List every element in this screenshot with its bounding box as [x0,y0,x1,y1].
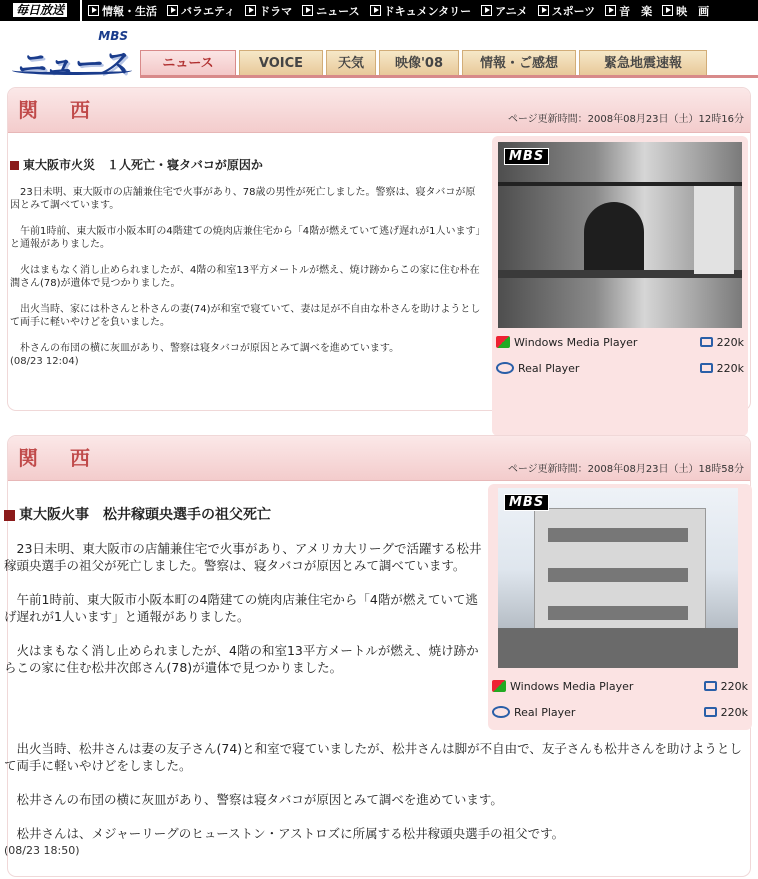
wmp-220k-link[interactable]: 220k [700,336,744,349]
news-photo-building[interactable] [498,488,738,668]
brand-label: 毎日放送 [13,3,67,17]
region-title: 関 西 [18,446,96,470]
nav-item-info[interactable]: 情報・生活 [88,0,157,21]
media-box [488,484,752,730]
nav-item-movie[interactable]: 映 画 [662,0,709,21]
nav-item-sports[interactable]: スポーツ [538,0,596,21]
nav-item-variety[interactable]: バラエティ [167,0,235,21]
paragraph: 出火当時、家には朴さんと朴さんの妻(74)が和室で寝ていて、妻は足が不自由な朴さんを助けようとして両手に軽いやけどを負いました。 [10,304,481,328]
mbs-watermark: MBS [504,148,549,165]
play-arrow-icon [605,5,616,16]
genre-nav [88,0,719,21]
article-body-wide [4,740,748,859]
tab-voice[interactable]: VOICE [239,50,323,75]
article-body [4,540,486,693]
nav-item-anime[interactable]: アニメ [481,0,527,21]
player-row-wmp[interactable]: Windows Media Player 220k [496,330,744,354]
article-timestamp: (08/23 18:50) [4,844,80,857]
article-panel-2 [4,436,750,876]
news-photo-fire-window[interactable] [498,142,742,328]
nav-item-news[interactable]: ニュース [302,0,359,21]
paragraph: 火はまもなく消し止められましたが、4階の和室13平方メートルが燃え、焼け跡からこの家に住む朴在潤さん(78)が遺体で見つかりました。 [10,265,480,289]
updated-time: ページ更新時間：2008年08月23日（土）12時16分 [507,114,744,125]
play-arrow-icon [538,5,549,16]
bullet-square-icon [10,161,19,170]
tv-icon [700,363,713,373]
tab-feedback[interactable]: 情報・ご感想 [462,50,576,75]
play-arrow-icon [370,5,381,16]
paragraph: 出火当時、松井さんは妻の友子さん(74)と和室で寝ていましたが、松井さんは脚が不自由で、友子さんも松井さんを助けようとして両手に軽いやけどをしました。 [4,741,742,773]
nav-item-drama[interactable]: ドラマ [245,0,292,21]
section-tabs [140,50,710,75]
logo-news-text: ニュース [16,47,127,82]
article-headline: 東大阪市火災 １人死亡・寝タバコが原因か [10,156,263,173]
tab-video[interactable]: 映像'08 [379,50,459,75]
article-headline: 東大阪火事 松井稼頭央選手の祖父死亡 [4,504,271,524]
mbs-news-logo[interactable] [12,29,134,82]
tab-news[interactable]: ニュース [140,50,236,75]
panel-header [8,88,750,133]
mbs-brand-logo[interactable] [0,0,82,21]
windows-media-player-icon [492,680,506,692]
media-box [492,136,748,436]
tv-icon [700,337,713,347]
real-220k-link[interactable]: 220k [704,706,748,719]
play-arrow-icon [167,5,178,16]
paragraph: 松井さんは、メジャーリーグのヒューストン・アストロズに所属する松井稼頭央選手の祖父です。 [16,826,565,841]
tabs-underline [140,75,758,78]
paragraph: 23日未明、東大阪市の店舗兼住宅で火事があり、アメリカ大リーグで活躍する松井稼頭央選手の祖父が死亡しました。警察は、寝タバコが原因とみて調べています。 [4,541,482,573]
mbs-watermark: MBS [504,494,549,511]
nav-item-music[interactable]: 音 楽 [605,0,652,21]
region-title: 関 西 [18,98,96,122]
tab-earthquake-alert[interactable]: 緊急地震速報 [579,50,707,75]
tv-icon [704,707,717,717]
paragraph: 午前1時前、東大阪市小阪本町の4階建ての焼肉店兼住宅から「4階が燃えていて逃げ遅れが1人います」と通報がありました。 [10,226,481,250]
article-panel-1 [8,88,750,410]
nav-item-documentary[interactable]: ドキュメンタリー [370,0,472,21]
play-arrow-icon [481,5,492,16]
wmp-220k-link[interactable]: 220k [704,680,748,693]
top-nav-bar [0,0,758,21]
article-timestamp: (08/23 12:04) [10,356,79,367]
paragraph: 松井さんの布団の横に灰皿があり、警察は寝タバコが原因とみて調べを進めています。 [16,792,503,807]
article-body [10,186,484,368]
real-220k-link[interactable]: 220k [700,362,744,375]
windows-media-player-icon [496,336,510,348]
updated-time: ページ更新時間：2008年08月23日（土）18時58分 [507,464,744,475]
logo-mbs-text: MBS [98,29,128,43]
play-arrow-icon [245,5,256,16]
real-player-icon [496,362,514,374]
player-row-real[interactable]: Real Player 220k [492,700,748,724]
paragraph: 朴さんの布団の横に灰皿があり、警察は寝タバコが原因とみて調べを進めています。 [20,343,400,354]
play-arrow-icon [662,5,673,16]
tab-weather[interactable]: 天気 [326,50,376,75]
bullet-square-icon [4,510,15,521]
paragraph: 午前1時前、東大阪市小阪本町の4階建ての焼肉店兼住宅から「4階が燃えていて逃げ遅れが1人います」と通報がありました。 [4,592,478,624]
play-arrow-icon [88,5,99,16]
tv-icon [704,681,717,691]
real-player-icon [492,706,510,718]
player-row-wmp[interactable]: Windows Media Player 220k [492,674,748,698]
paragraph: 火はまもなく消し止められましたが、4階の和室13平方メートルが燃え、焼け跡からこの家に住む松井次郎さん(78)が遺体で見つかりました。 [4,643,479,675]
panel-header [8,436,750,481]
play-arrow-icon [302,5,313,16]
logo-swoosh-icon [12,66,132,75]
player-row-real[interactable]: Real Player 220k [496,356,744,380]
paragraph: 23日未明、東大阪市の店舗兼住宅で火事があり、78歳の男性が死亡しました。警察は、寝タバコが原因とみて調べています。 [10,187,476,211]
site-header [0,21,758,82]
